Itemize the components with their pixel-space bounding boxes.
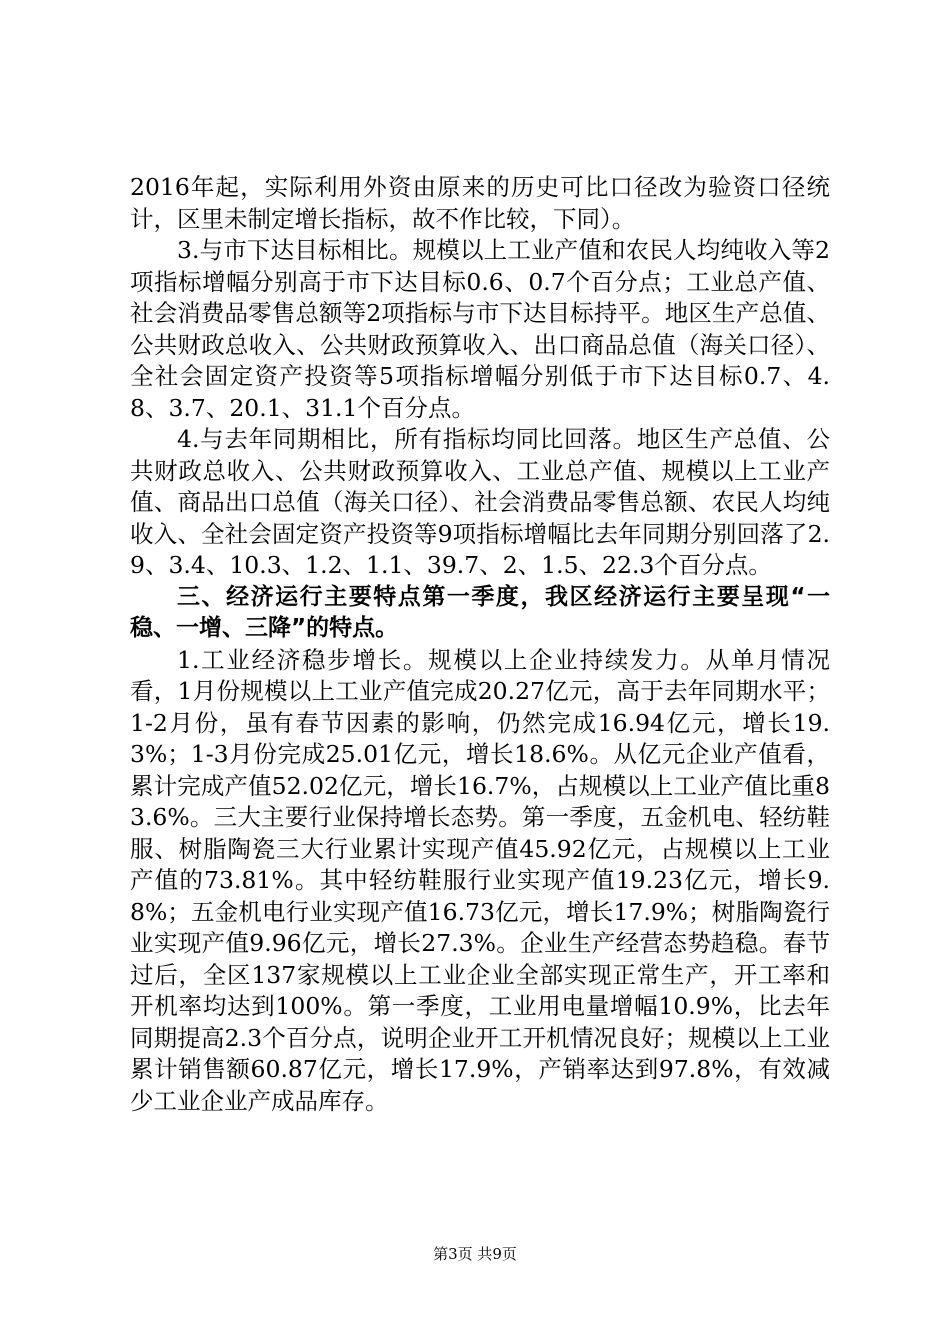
section-heading-features: 三、经济运行主要特点第一季度，我区经济运行主要呈现“一稳、一增、三降”的特点。 (130, 583, 830, 641)
paragraph-continuation: 2016年起，实际利用外资由原来的历史可比口径改为验资口径统计，区里未制定增长指标，故不作比较，下同）。 (130, 173, 830, 233)
paragraph-year-comparison: 4.与去年同期相比，所有指标均同比回落。地区生产总值、公共财政总收入、公共财政预算收入、工业总产值、规模以上工业产值、商品出口总值（海关口径）、社会消费品零售总额、农民人均纯收入、全社会固定资产投资等9项指标增幅比去年同期分别回落了2.9、3.4、10.3、1.2、1.1、39.7、2、1.5、22.3个百分点。 (130, 425, 830, 579)
page-footer: 第3页 共9页 (433, 1245, 517, 1263)
paragraph-industrial-growth: 1.工业经济稳步增长。规模以上企业持续发力。从单月情况看，1月份规模以上工业产值完成20.27亿元，高于去年同期水平；1-2月份，虽有春节因素的影响，仍然完成16.94亿元，增长19.3%；1-3月份完成25.01亿元，增长18.6%。从亿元企业产值看，累计完成产值52.02亿元，增长16.7%，占规模以上工业产值比重83.6%。三大主要行业保持增长态势。第一季度，五金机电、轻纺鞋服、树脂陶瓷三大行业累计实现产值45.92亿元，占规模以上工业产值的73.81%。其中轻纺鞋服行业实现产值19.23亿元，增长9.8%；五金机电行业实现产值16.73亿元，增长17.9%；树脂陶瓷行业实现产值9.96亿元，增长27.3%。企业生产经营态势趋稳。春节过后，全区137家规模以上工业企业全部实现正常生产，开工率和开机率均达到100%。第一季度，工业用电量增幅10.9%，比去年同期提高2.3个百分点，说明企业开工开机情况良好；规模以上工业累计销售额60.87亿元，增长17.9%，产销率达到97.8%，有效减少工业企业产成品库存。 (130, 645, 830, 1115)
document-body (130, 172, 830, 1117)
paragraph-target-comparison: 3.与市下达目标相比。规模以上工业产值和农民人均纯收入等2项指标增幅分别高于市下达目标0.6、0.7个百分点；工业总产值、社会消费品零售总额等2项指标与市下达目标持平。地区生产总值、公共财政总收入、公共财政预算收入、出口商品总值（海关口径）、全社会固定资产投资等5项指标增幅分别低于市下达目标0.7、4.8、3.7、20.1、31.1个百分点。 (130, 236, 830, 422)
